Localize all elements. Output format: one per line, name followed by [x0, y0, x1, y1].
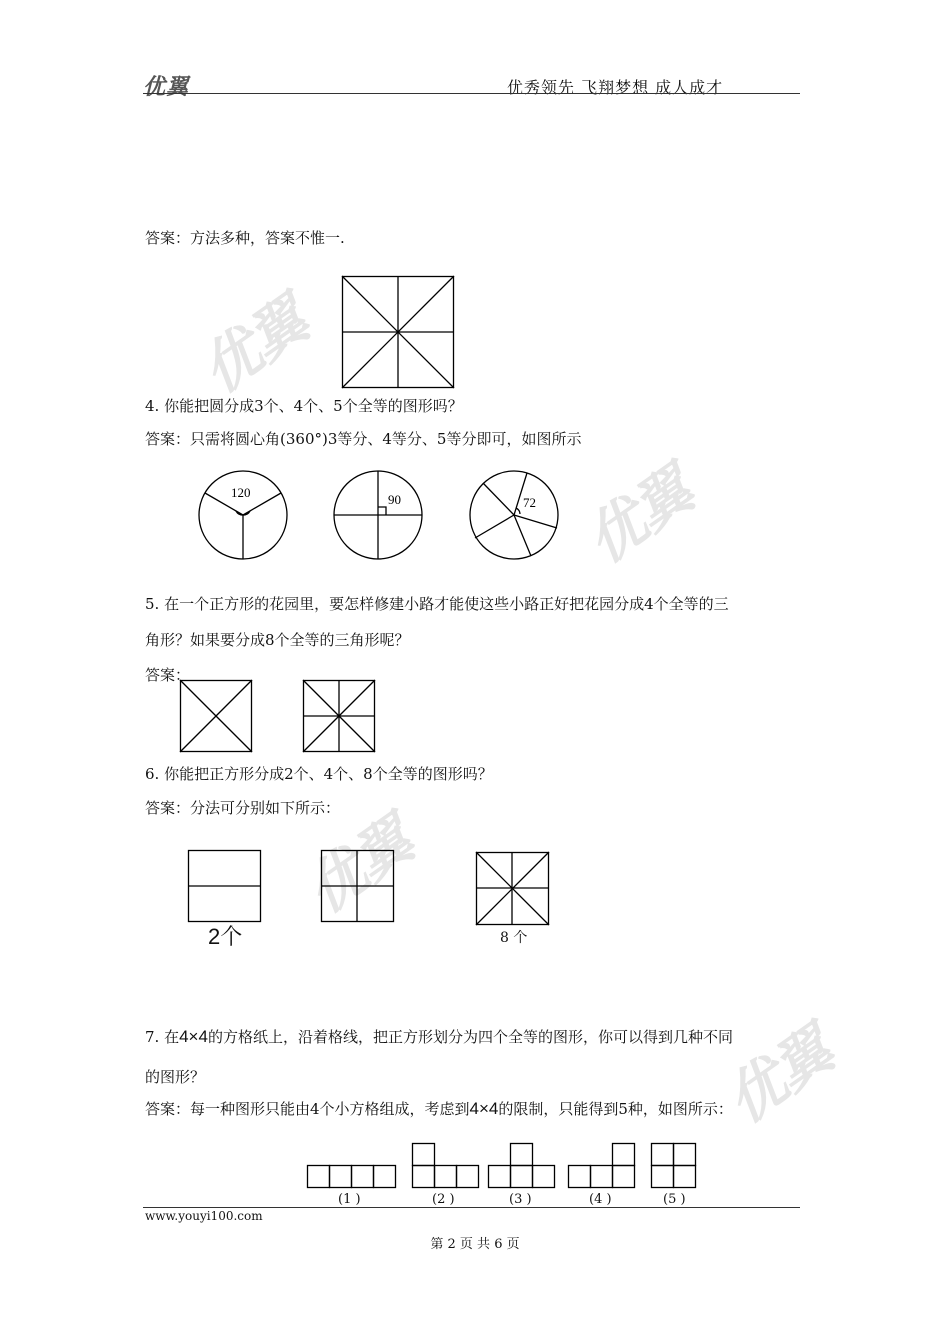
shape-3 — [489, 1144, 555, 1188]
circle-four-parts — [333, 470, 425, 562]
q6-answer: 答案：分法可分别如下所示： — [145, 799, 341, 817]
circle-three-parts — [198, 470, 290, 562]
q3-answer: 答案：方法多种，答案不惟一. — [145, 229, 345, 247]
q7-answer-post: 的限制，只能得到5种，如图所示： — [498, 1100, 733, 1118]
tetromino-shapes — [307, 1142, 697, 1188]
square-8-parts — [476, 852, 549, 925]
shape-5 — [652, 1144, 696, 1188]
q5-answer: 答案： — [145, 666, 191, 684]
header-motto: 优秀领先 飞翔梦想 成人成才 — [507, 78, 724, 97]
q7-question-line1 — [145, 1027, 733, 1047]
watermark: 优翼 — [713, 1016, 845, 1137]
q6-question: 6. 你能把正方形分成2个、4个、8个全等的图形吗？ — [145, 765, 493, 783]
q7-question-pre: 7. 在 — [145, 1028, 180, 1046]
q7-grid-size: 4×4 — [179, 1027, 208, 1046]
label-2-parts: 2个 — [208, 924, 243, 949]
header-rule — [143, 93, 800, 94]
q5-question-line2: 角形？如果要分成8个全等的三角形呢？ — [145, 631, 410, 649]
header-logo: 优翼 — [143, 75, 190, 100]
q4-answer: 答案：只需将圆心角(360°)3等分、4等分、5等分即可，如图所示 — [145, 430, 582, 448]
circle-five-parts — [469, 470, 561, 562]
shape-2 — [413, 1144, 479, 1188]
shape-label-5: (5 ) — [663, 1192, 686, 1207]
shape-label-2: (2 ) — [432, 1192, 455, 1207]
square-8-triangles — [303, 680, 375, 752]
shape-1 — [308, 1166, 396, 1188]
q7-question-line2: 的图形？ — [145, 1068, 206, 1086]
watermark: 优翼 — [293, 806, 425, 927]
q7-answer — [145, 1099, 733, 1119]
shape-label-4: (4 ) — [589, 1192, 612, 1207]
footer-page-number: 第 2 页 共 6 页 — [430, 1237, 520, 1252]
q3-square-8-parts — [342, 276, 454, 388]
label-120: 120 — [231, 485, 251, 500]
watermark: 优翼 — [573, 456, 705, 577]
shape-4 — [569, 1144, 635, 1188]
label-8-parts: 8 个 — [500, 930, 528, 946]
q7-answer-pre: 答案：每一种图形只能由4个小方格组成，考虑到 — [145, 1100, 470, 1118]
square-4-triangles — [180, 680, 252, 752]
shape-label-1: (1 ) — [338, 1192, 361, 1207]
q4-question: 4. 你能把圆分成3个、4个、5个全等的图形吗？ — [145, 397, 463, 415]
label-90: 90 — [388, 492, 401, 507]
watermark: 优翼 — [188, 286, 320, 407]
square-2-parts — [188, 850, 261, 922]
footer-url: www.youyi100.com — [145, 1209, 263, 1223]
label-72: 72 — [523, 495, 536, 510]
square-4-parts — [321, 850, 394, 922]
q7-answer-grid-size: 4×4 — [469, 1099, 499, 1118]
shape-label-3: (3 ) — [509, 1192, 532, 1207]
footer-rule — [143, 1207, 800, 1208]
q5-question-line1: 5. 在一个正方形的花园里，要怎样修建小路才能使这些小路正好把花园分成4个全等的三 — [145, 595, 729, 613]
q7-question-post: 的方格纸上，沿着格线，把正方形划分为四个全等的图形，你可以得到几种不同 — [207, 1028, 733, 1046]
